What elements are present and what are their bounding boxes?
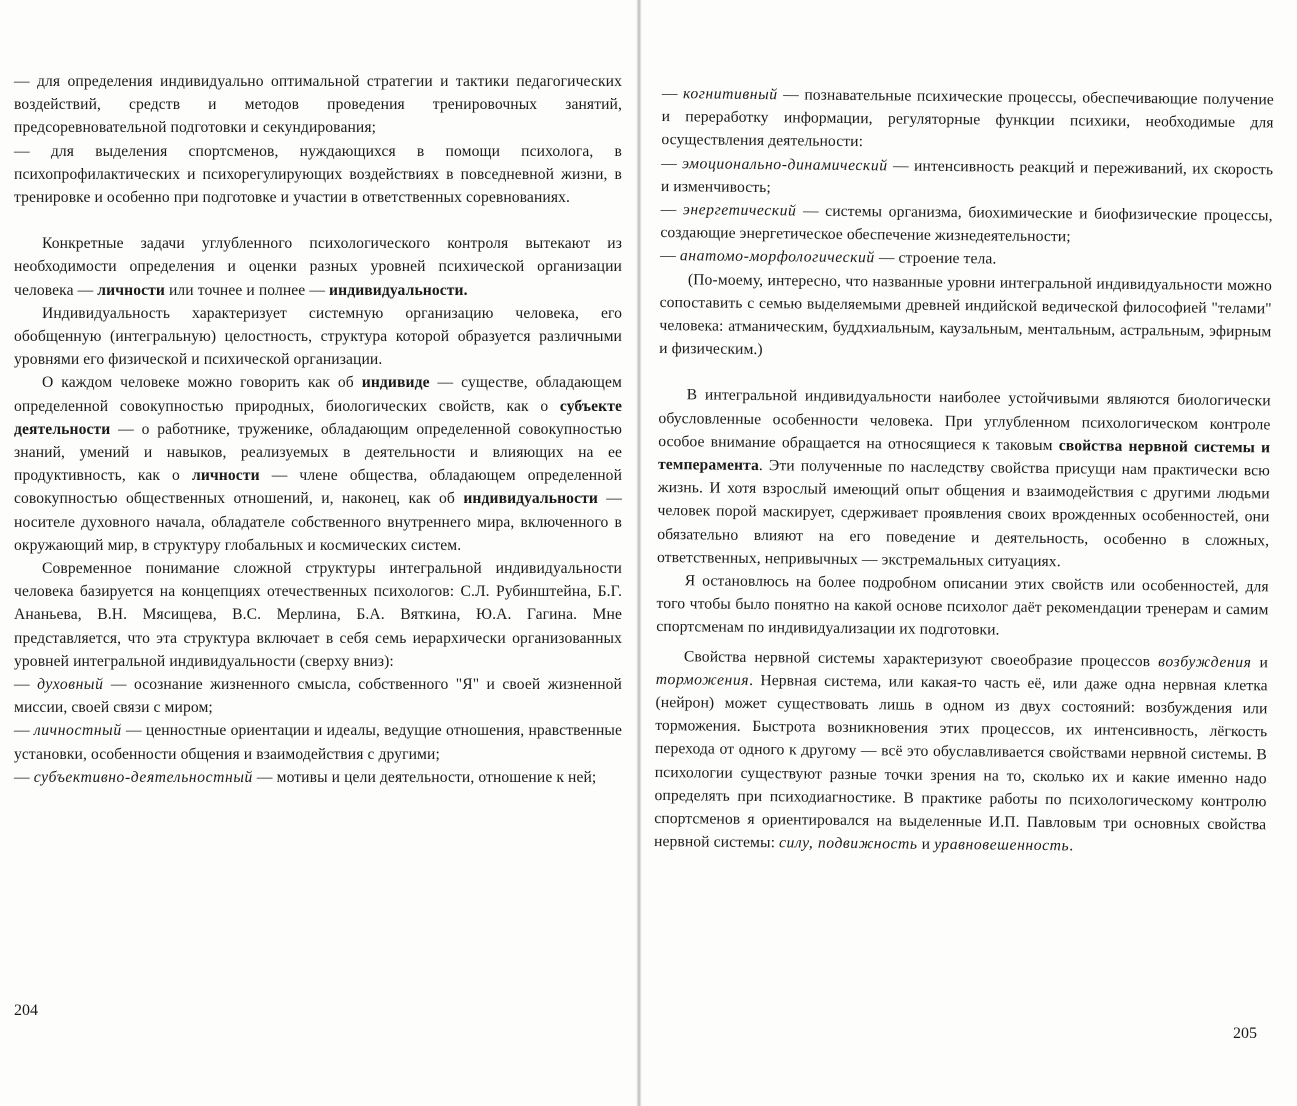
text-segment: В интегральной индивидуальности наиболее устойчивыми являются биологически обусловленные особенности человека. При углубленном психологическом контроле особое внимание обращается на относящиеся к таковым [658,386,1271,455]
text-segment: — интенсивность реакций и переживаний, их скорость и изменчивость; [660,156,1274,196]
bold-term: личности [97,281,165,299]
paragraph [14,673,622,719]
italic-term: уравновешенность [934,836,1070,855]
text-segment: Свойства нервной системы характеризуют своеобразие процессов [683,647,1159,670]
bold-term: личности [191,467,260,485]
text-segment: — существе, обладающем определенной совокупностью природных, биологических свойств, как о [14,374,623,415]
text-segment: Индивидуальность характеризует системную организацию человека, его обобщенную (интегральную) целостность, структура которой образуется различными уровнями его физической и психической организации. [14,304,622,369]
paragraph [660,198,1272,251]
text-segment: или точнее и полнее — [164,281,330,299]
text-segment: — носителе духовного начала, обладателе собственного внутреннего мира, включенного в окружающий мир, в структуру глобальных и космических систем. [14,490,622,554]
text-segment: — [660,247,680,265]
bold-term: индивиде [361,374,430,392]
left-page [0,0,636,1106]
paragraph [14,302,622,372]
text-segment: — познавательные психические процессы, обеспечивающие получение и переработку информации, регуляторные функции психики, необходимые для осуществления деятельности: [661,86,1274,151]
paragraph [661,152,1273,205]
paragraph [659,268,1272,367]
text-segment: и [917,836,935,854]
paragraph [14,719,622,765]
text-segment: . Эти полученные по наследству свойства присущи нам практически всю жизнь. И хотя взрослый имеющий опыт общения и взаимодействия с другими людьми человек порой маскирует, сдерживает проявления своих врожденных особенностей, они обязательно влияют на его поведение и деятельность, особенно в сложных, ответственных, непривычных — экстремальных ситуациях. [656,457,1271,571]
bold-term: индивидуальности [463,490,598,508]
text-segment: . Нервная система, или какая-то часть её, или даже одна нервная клетка (нейрон) может существовать лишь в одном из двух состояний: возбуждения или торможения. Быстрота возникновения этих процессов, их интенсивность, лёгкость перехода от одного к другому — всё это обуславливается свойствами нервной системы. В психологии существуют разные точки зрения на то, сколько их и какие именно надо определять при психодиагностике. В практике работы по психологическому контролю спортсменов я ориентировался на выделенные И.П. Павловым три основных свойства нервной системы: [653,671,1268,852]
text-segment: — осознание жизненного смысла, собственного "Я" и своей жизненной миссии, своей связи с миром; [14,676,622,717]
text-segment: и [1251,653,1269,672]
paragraph [14,371,622,557]
italic-term: энергетический [682,201,797,220]
text-segment: — [661,154,683,172]
italic-term: личностный [33,722,122,740]
text-segment: . [1069,837,1074,855]
paragraph [654,645,1268,860]
paragraph [657,383,1271,575]
paragraph [656,569,1269,645]
paragraph [14,70,622,140]
text-segment: О каждом человеке можно говорить как об [42,374,362,392]
paragraph [14,557,622,673]
italic-term: возбуждения [1158,652,1252,671]
text-segment: — мотивы и цели деятельности, отношение к ней; [252,768,597,786]
right-page [642,0,1297,1106]
text-segment: Современное понимание сложной структуры интегральной индивидуальности человека базируется на концепциях отечественных психологов: С.Л. Рубинштейна, Б.Г. Ананьева, В.Н. Мясищева, В.С. Мерлина, Б.А. Вяткина, Ю.А. Гагина. Мне представляется, что эта структура включает в себя семь иерархически организованных уровней интегральной индивидуальности (сверху вниз): [14,560,622,670]
left-page-number: 204 [14,1002,38,1019]
right-page-number: 205 [1233,1025,1257,1042]
paragraph [14,140,622,210]
bold-term: субъекте деятельности [14,397,622,438]
text-segment: Конкретные задачи углубленного психологического контроля вытекают из необходимости определения и оценки разных уровней психической организации человека — [14,235,622,299]
italic-term: эмоционально-динамический [682,154,888,174]
text-segment: (По-моему, интересно, что названные уровни интегральной индивидуальности можно сопоставить с семью выделяемыми древней индийской ведической философией "телами" человека: атманическим, буддхиальным, каузальным, ментальным, астральным, эфирным и физическим.) [659,270,1272,359]
text-segment: — ценностные ориентации и идеалы, ведущие отношения, нравственные установки, особенности общения и взаимодействия с другими; [14,722,622,763]
italic-term: анатомо-морфологический [679,247,875,267]
paragraph [661,82,1274,158]
text-segment: — [660,201,683,219]
text-segment: — для определения индивидуально оптимальной стратегии и тактики педагогических воздействий, средств и методов проведения тренировочных занятий, предсоревновательной подготовки и секундирования; [14,73,622,137]
italic-term: торможения [655,670,750,689]
italic-term: духовный [37,676,104,694]
text-segment: — [661,84,684,103]
text-segment: — для выделения спортсменов, нуждающихся в помощи психолога, в психопрофилактических и психорегулирующих воздействиях в повседневной жизни, в тренировке и особенно при подготовке и участии в ответственных соревнованиях. [14,142,622,207]
text-segment: — о работнике, труженике, обладающим определенной совокупностью знаний, умений и навыков, реализуемых в деятельности и влияющих на ее продуктивность, как о [14,420,622,485]
right-page-text [654,82,1274,860]
italic-term: когнитивный [682,85,778,104]
text-segment: — [14,676,38,694]
text-segment: — [14,722,34,740]
paragraph [14,232,622,302]
paragraph [14,766,622,789]
text-segment: — системы организма, биохимические и биофизические процессы, создающие энергетическое обеспечение жизнедеятельности; [660,202,1273,246]
italic-term: субъективно-деятельностный [33,768,253,786]
text-segment: Я остановлюсь на более подробном описании этих свойств или особенностей, для того чтобы было понятно на какой основе психолог даёт рекомендации тренерам и самим спортсменам по индивидуализации их подготовки. [656,572,1269,640]
text-segment: — [14,768,34,786]
left-page-text [14,70,622,789]
bold-term: индивидуальности. [329,281,468,299]
text-segment: — строение тела. [874,249,997,268]
text-segment: — члене общества, обладающем определенной совокупностью общественных отношений, и, наконец, как об [14,467,623,508]
paragraph-gap [14,209,622,232]
italic-term: силу, подвижность [778,834,918,854]
bold-term: свойства нервной системы и темперамента [657,437,1271,475]
